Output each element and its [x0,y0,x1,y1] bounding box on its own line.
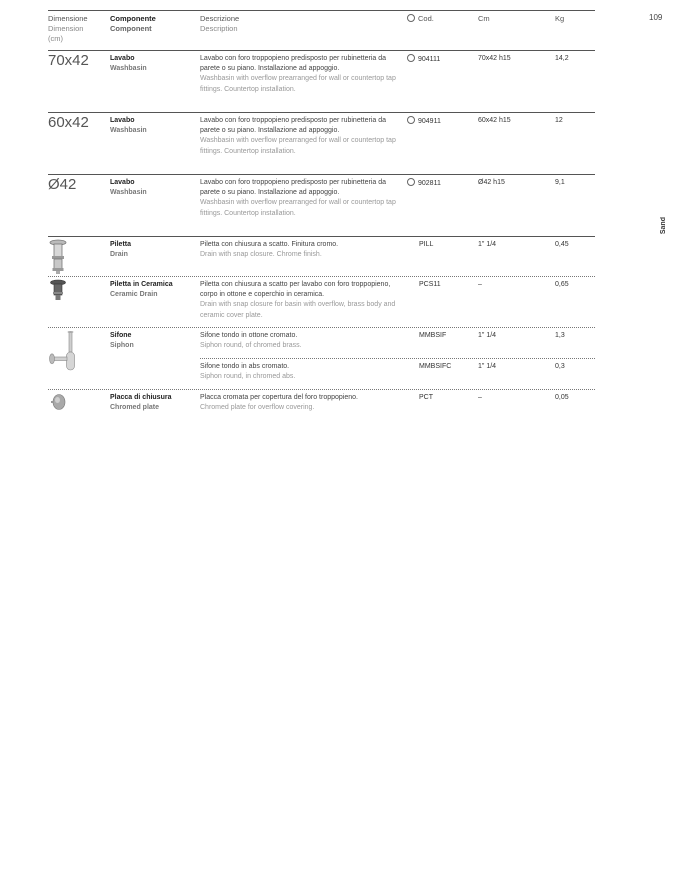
component-name: Piletta Drain [110,241,132,259]
product-code: PCS11 [419,281,441,288]
size-value: – [478,394,482,401]
header-component: Componente Component [110,14,156,33]
chromed-plate-icon [48,392,70,417]
product-code: MMBSIF [419,332,447,339]
description: Lavabo con foro troppopieno predisposto per rubinetteria da parete o su piano. Installazione ad appoggio. Washbasin with overflow prearranged for wall or countertop tap fittings. Countertop installation. [200,117,396,155]
radio-icon [407,14,415,22]
radio-icon[interactable] [407,178,415,186]
weight-value: 0,65 [555,281,569,288]
table-row [48,277,595,328]
dimension-label: 60x42 [48,114,89,131]
component-name: Lavabo Washbasin [110,179,147,197]
description: Sifone tondo in ottone cromato. Siphon round, of chromed brass. [200,332,302,350]
table-row [48,237,595,277]
table-header [48,10,595,51]
size-value: Ø42 h15 [478,179,505,186]
weight-value: 0,45 [555,241,569,248]
page-number: 109 [649,13,663,22]
component-name: Piletta in Ceramica Ceramic Drain [110,281,173,299]
table-row [48,51,595,113]
dimension-label: Ø42 [48,176,77,193]
radio-icon[interactable] [407,54,415,62]
size-value: 60x42 h15 [478,117,511,124]
weight-value: 0,05 [555,394,569,401]
header-cm: Cm [478,14,490,23]
header-code: Cod. [407,14,434,24]
radio-icon[interactable] [407,116,415,124]
description: Placca cromata per copertura del foro troppopieno. Chromed plate for overflow covering. [200,394,358,412]
product-table [48,10,595,425]
weight-value: 12 [555,117,563,124]
product-code: 902811 [407,178,441,189]
description: Lavabo con foro troppopieno predisposto per rubinetteria da parete o su piano. Installazione ad appoggio. Washbasin with overflow prearranged for wall or countertop tap fittings. Countertop installation. [200,55,396,93]
header-kg: Kg [555,14,565,23]
dimension-label: 70x42 [48,52,89,69]
description: Piletta con chiusura a scatto. Finitura cromo. Drain with snap closure. Chrome finish. [200,241,339,259]
size-value: – [478,281,482,288]
weight-value: 14,2 [555,55,569,62]
description: Lavabo con foro troppopieno predisposto per rubinetteria da parete o su piano. Installazione ad appoggio. Washbasin with overflow prearranged for wall or countertop tap fittings. Countertop installation. [200,179,396,217]
size-value: 1" 1/4 [478,241,497,248]
side-label: Sand [660,217,667,235]
weight-value: 0,3 [555,363,565,370]
component-name: Placca di chiusura Chromed plate [110,394,172,412]
ceramic-drain-icon [48,279,68,306]
product-code: 904911 [407,116,441,127]
product-code: PCT [419,394,433,401]
description: Piletta con chiusura a scatto per lavabo con foro troppopieno, corpo in ottone e coperchio in ceramica. Drain with snap closure for basin with overflow, brass body and ceramic cover plate. [200,281,396,319]
variant-row [200,359,595,389]
size-value: 1" 1/4 [478,363,497,370]
description: Sifone tondo in abs cromato. Siphon round, in chromed abs. [200,363,296,381]
table-row [48,113,595,175]
component-name: Lavabo Washbasin [110,55,147,73]
product-code: MMBSIFC [419,363,452,370]
size-value: 70x42 h15 [478,55,511,62]
header-dimension: Dimensione Dimension (cm) [48,14,88,43]
component-name: Sifone Siphon [110,332,134,350]
product-code: 904111 [407,54,440,65]
weight-value: 9,1 [555,179,565,186]
variant-row [200,328,595,359]
weight-value: 1,3 [555,332,565,339]
product-code: PILL [419,241,434,248]
component-name: Lavabo Washbasin [110,117,147,135]
siphon-icon [48,330,80,381]
drain-icon [48,239,68,280]
table-row [48,175,595,237]
size-value: 1" 1/4 [478,332,497,339]
table-row [48,390,595,425]
table-row [48,328,595,390]
header-description: Descrizione Description [200,14,240,33]
